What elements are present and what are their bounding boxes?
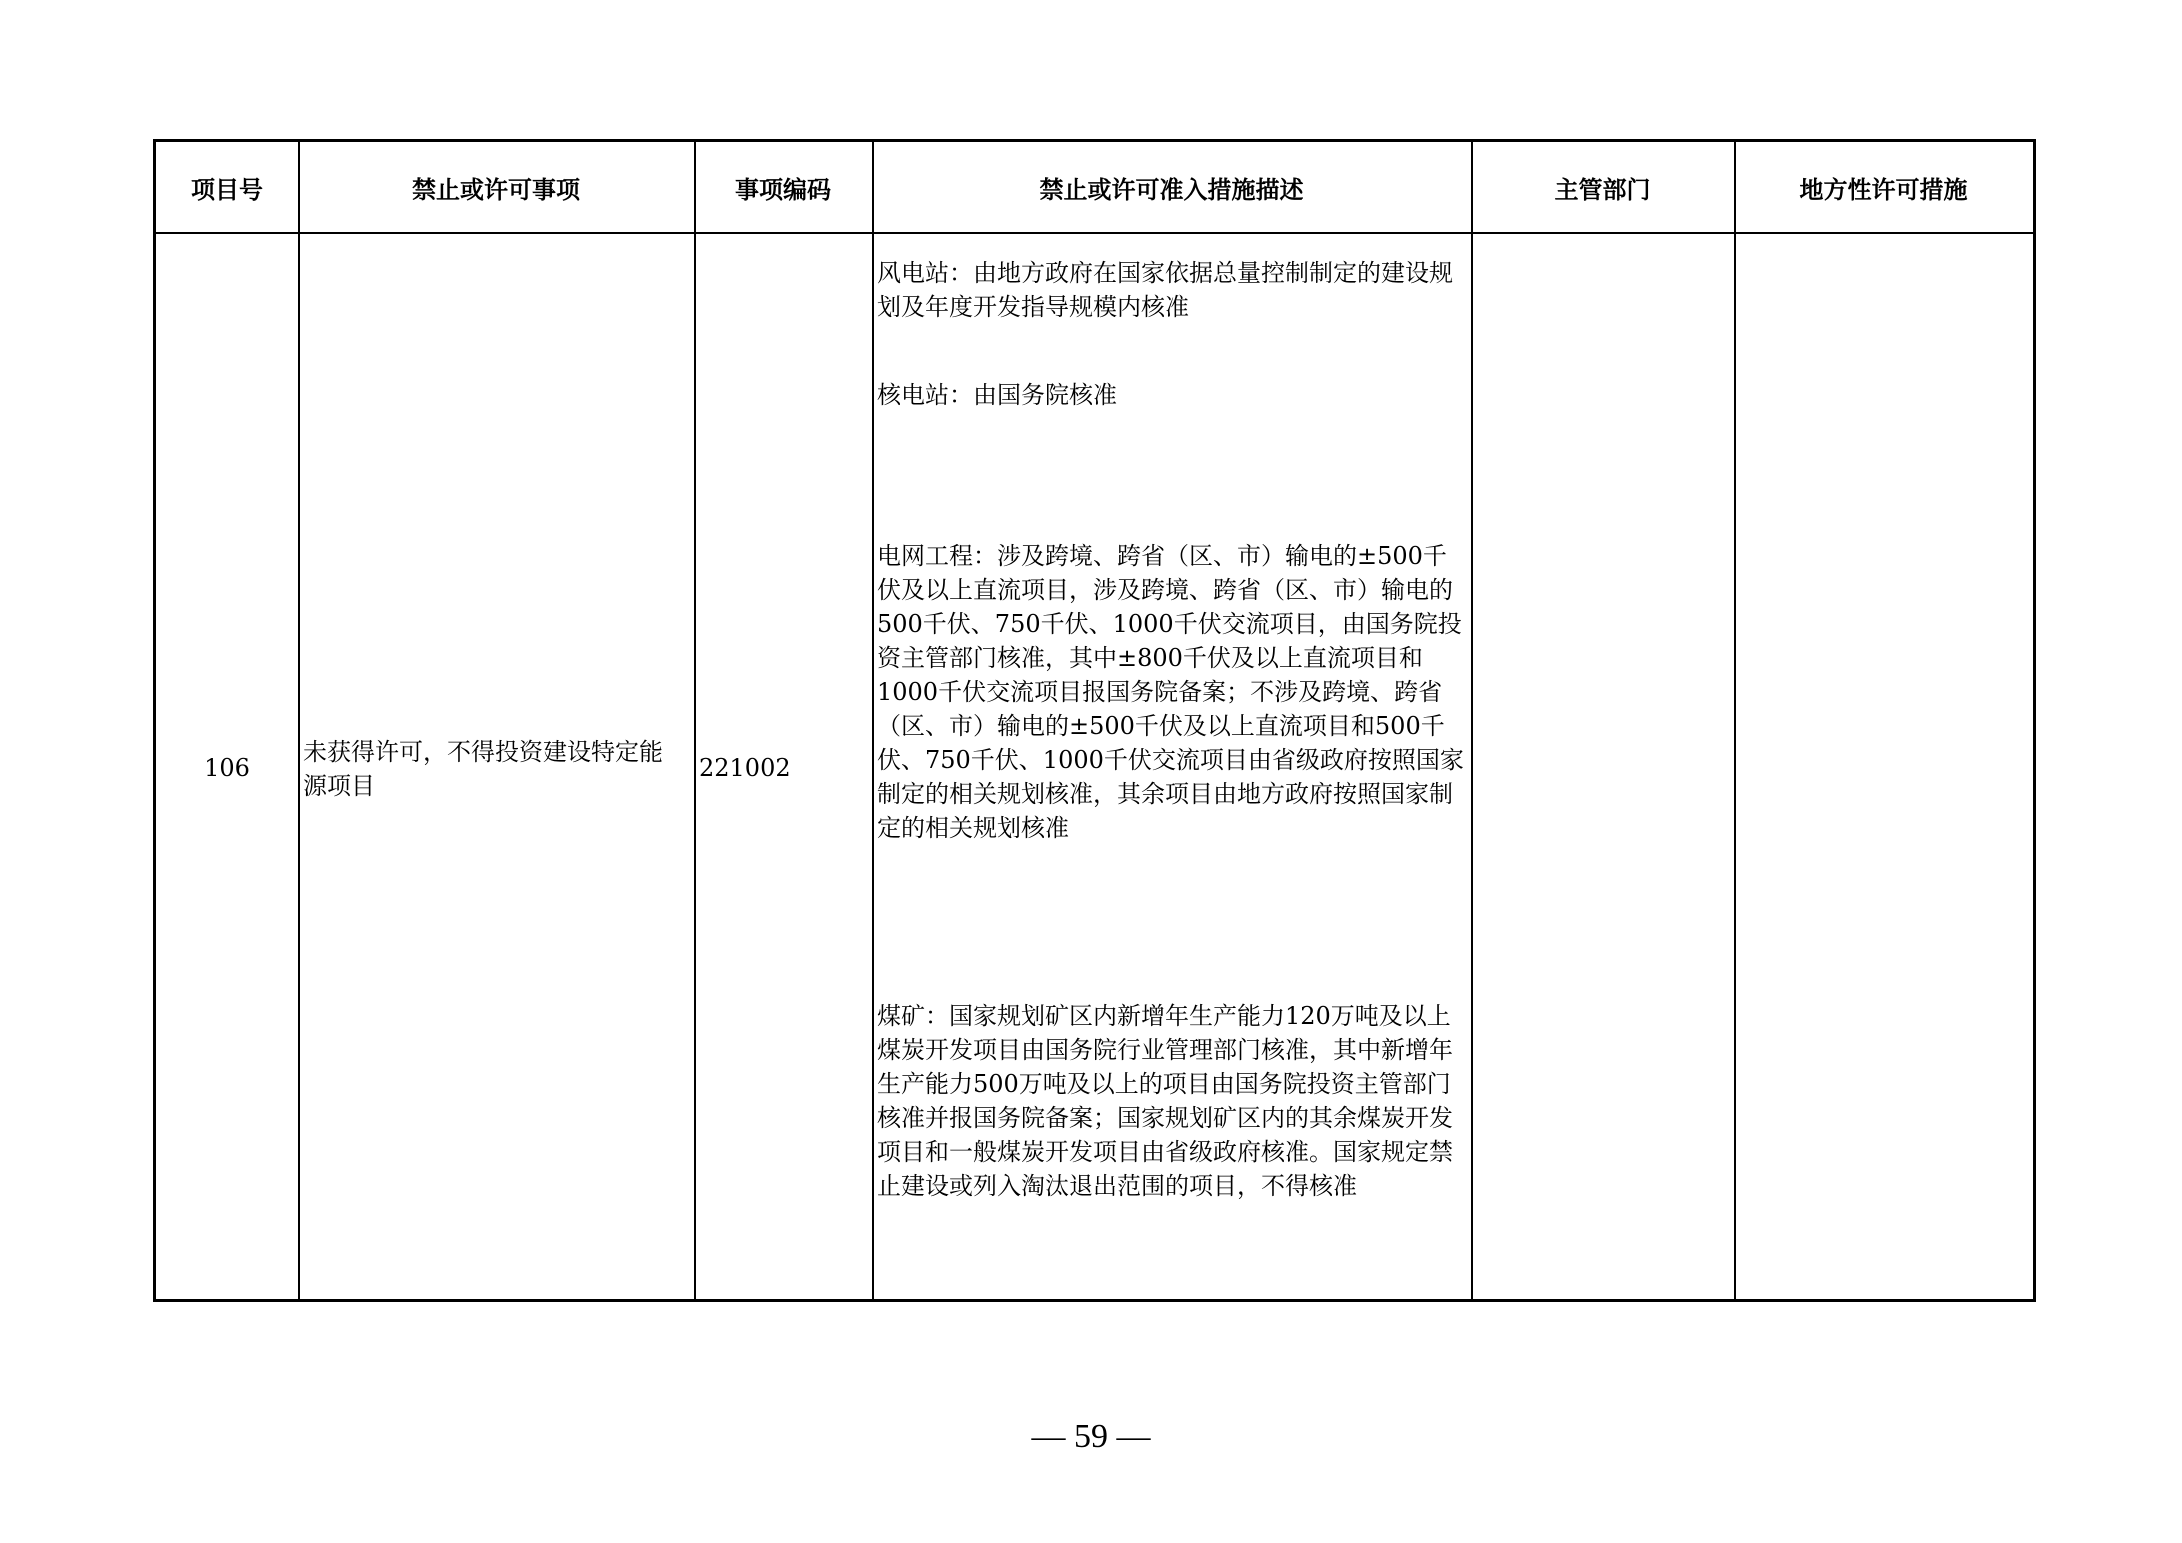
column-divider (872, 142, 874, 1299)
header-department: 主管部门 (1554, 175, 1651, 204)
header-item-no: 项目号 (191, 175, 263, 204)
regulation-table (153, 139, 2036, 1302)
description-coal-mine: 煤矿：国家规划矿区内新增年生产能力120万吨及以上煤炭开发项目由国务院行业管理部门核准，其中新增年生产能力500万吨及以上的项目由国务院投资主管部门核准并报国务院备案；国家规划矿区内的其余煤炭开发项目和一般煤炭开发项目由省级政府核准。国家规定禁止建设或列入淘汰退出范围的项目，不得核准 (877, 1002, 1453, 1200)
code-cell: 221002 (699, 754, 791, 782)
item-cell: 未获得许可，不得投资建设特定能源项目 (303, 738, 663, 800)
column-divider (1471, 142, 1473, 1299)
column-divider (694, 142, 696, 1299)
header-item: 禁止或许可事项 (412, 175, 580, 204)
page-number: — 59 — (1031, 1418, 1151, 1455)
header-local-measures: 地方性许可措施 (1799, 175, 1968, 204)
header-code: 事项编码 (735, 175, 831, 204)
description-power-grid: 电网工程：涉及跨境、跨省（区、市）输电的±500千伏及以上直流项目，涉及跨境、跨省（区、市）输电的500千伏、750千伏、1000千伏交流项目，由国务院投资主管部门核准，其中±800千伏及以上直流项目和1000千伏交流项目报国务院备案；不涉及跨境、跨省（区、市）输电的±500千伏及以上直流项目和500千伏、750千伏、1000千伏交流项目由省级政府按照国家制定的相关规划核准，其余项目由地方政府按照国家制定的相关规划核准 (877, 542, 1464, 842)
description-nuclear-power: 核电站：由国务院核准 (877, 381, 1117, 409)
column-divider (1734, 142, 1736, 1299)
description-wind-power: 风电站：由地方政府在国家依据总量控制制定的建设规划及年度开发指导规模内核准 (877, 259, 1453, 321)
column-divider (298, 142, 300, 1299)
item-number-cell: 106 (204, 754, 250, 782)
header-description: 禁止或许可准入措施描述 (1039, 175, 1304, 204)
header-divider (156, 232, 2033, 234)
